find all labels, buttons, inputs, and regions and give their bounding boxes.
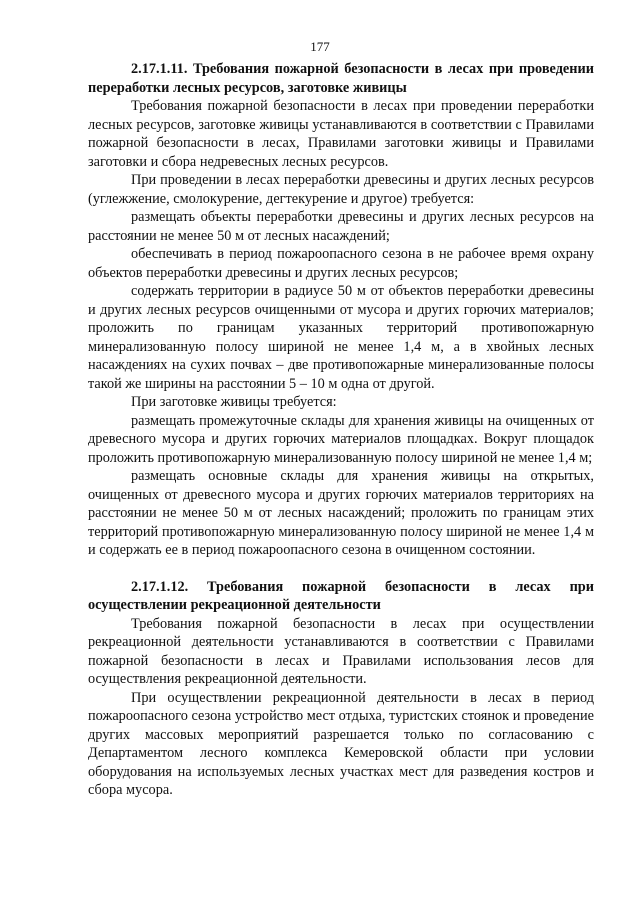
- paragraph: При проведении в лесах переработки древесины и других лесных ресурсов (углежжение, смолокурение, дегтекурение и другое) требуется:: [88, 172, 594, 207]
- paragraph: При осуществлении рекреационной деятельности в лесах в период пожароопасного сезона устройство мест отдыха, туристских стоянок и проведение других массовых мероприятий разрешается только по согласованию с Департаментом лесного комплекса Кемеровской области при условии оборудования на используемых лесных участках мест для разведения костров и сбора мусора.: [88, 689, 594, 798]
- document-body: [88, 60, 594, 800]
- page-number: 177: [310, 39, 330, 54]
- paragraph: Требования пожарной безопасности в лесах при осуществлении рекреационной деятельности устанавливаются в соответствии с Правилами пожарной безопасности в лесах и Правилами использования лесов для осуществления рекреационной деятельности.: [88, 615, 594, 687]
- section-heading-2-17-1-11: 2.17.1.11. Требования пожарной безопасности в лесах при проведении переработки лесных ресурсов, заготовке живицы: [88, 61, 594, 96]
- section-heading-2-17-1-12: 2.17.1.12. Требования пожарной безопасности в лесах при осуществлении рекреационной деятельности: [88, 578, 594, 613]
- list-item: обеспечивать в период пожароопасного сезона в не рабочее время охрану объектов переработки древесины и других лесных ресурсов;: [88, 246, 594, 281]
- paragraph: Требования пожарной безопасности в лесах при проведении переработки лесных ресурсов, заготовке живицы устанавливаются в соответствии с Правилами пожарной безопасности в лесах, Правилами заготовки живицы и Правилами заготовки и сбора недревесных лесных ресурсов.: [88, 98, 594, 170]
- list-item: размещать промежуточные склады для хранения живицы на очищенных от древесного мусора и других горючих материалов площадках. Вокруг площадок проложить противопожарную минерализованную полосу шириной не менее 1,4 м;: [88, 412, 594, 466]
- list-item: содержать территории в радиусе 50 м от объектов переработки древесины и других лесных ресурсов очищенными от мусора и других горючих материалов; проложить по границам указанных территорий противопожарную минерализованную полосу шириной не менее 1,4 м, а в хвойных лесных насаждениях на сухих почвах – две противопожарные минерализованные полосы такой же ширины на расстоянии 5 – 10 м одна от другой.: [88, 283, 594, 392]
- list-item: размещать объекты переработки древесины и других лесных ресурсов на расстоянии не менее 50 м от лесных насаждений;: [88, 209, 594, 244]
- list-item: размещать основные склады для хранения живицы на открытых, очищенных от древесного мусора и других горючих материалов территориях на расстоянии не менее 50 м от лесных насаждений; проложить по границам этих территорий противопожарную минерализованную полосу шириной не менее 1,4 м и содержать ее в период пожароопасного сезона в очищенном состоянии.: [88, 468, 594, 558]
- paragraph: При заготовке живицы требуется:: [131, 394, 337, 410]
